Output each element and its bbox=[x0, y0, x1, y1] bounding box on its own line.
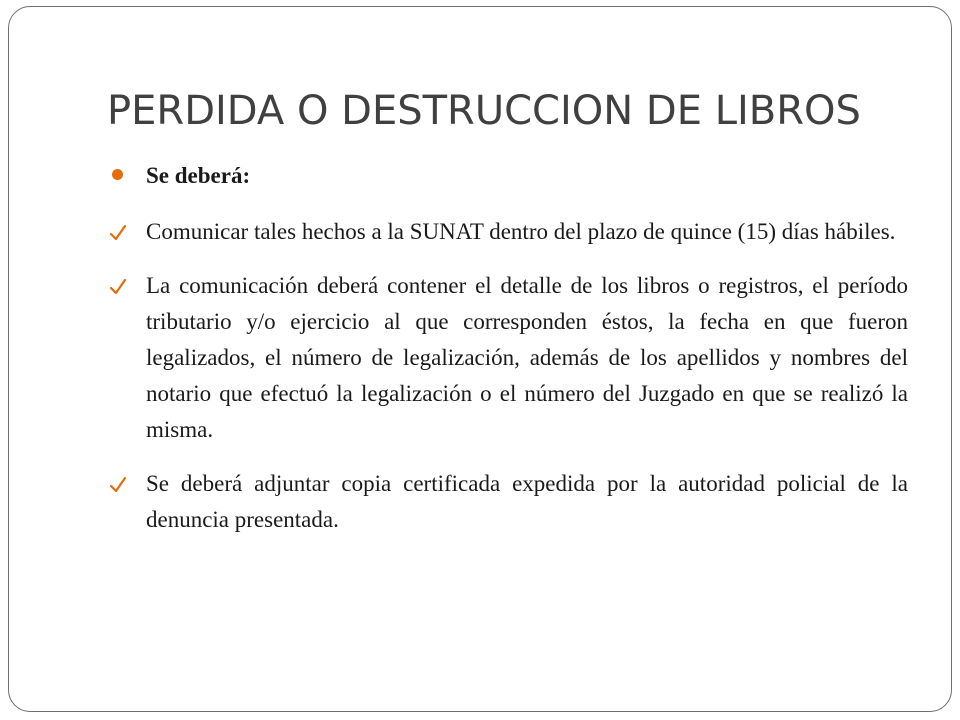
list-item-text: La comunicación deberá contener el detalle de los libros o registros, el período tributario y/o ejercicio al que corresponden éstos, la fecha en que fueron legalizados, el número de legalización, además de los apellidos y nombres del notario que efectuó la legalización o el número del Juzgado en que se realizó la misma. bbox=[146, 273, 908, 442]
heading-bullet-text: Se deberá: bbox=[146, 163, 251, 188]
dot-bullet-icon bbox=[112, 169, 123, 180]
checkmark-icon bbox=[108, 268, 130, 304]
checkmark-icon bbox=[108, 214, 130, 250]
list-item bbox=[108, 466, 908, 538]
list-item bbox=[108, 268, 908, 448]
slide-title: PERDIDA O DESTRUCCION DE LIBROS bbox=[107, 88, 861, 134]
checkmark-icon bbox=[108, 466, 130, 502]
list-item-text: Comunicar tales hechos a la SUNAT dentro del plazo de quince (15) días hábiles. bbox=[146, 219, 896, 244]
list-item bbox=[108, 214, 908, 250]
heading-bullet-row bbox=[108, 158, 908, 194]
list-item-text: Se deberá adjuntar copia certificada expedida por la autoridad policial de la denuncia presentada. bbox=[146, 471, 908, 532]
slide-content bbox=[108, 158, 908, 556]
